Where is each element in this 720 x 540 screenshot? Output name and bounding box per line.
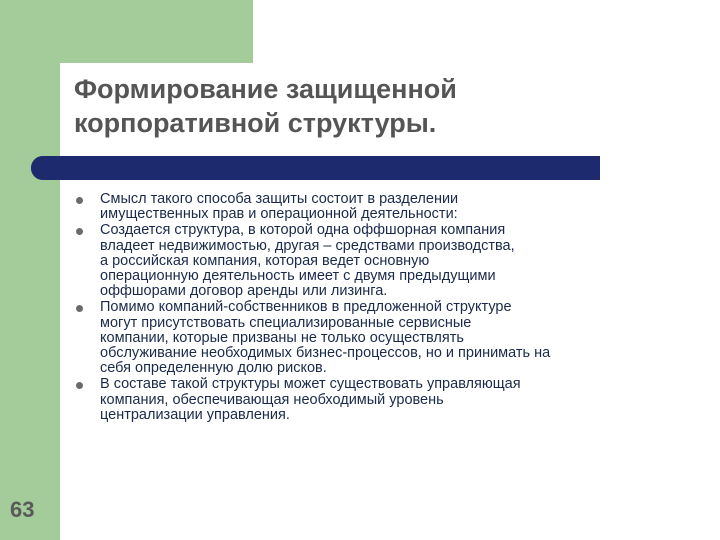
list-item	[70, 223, 670, 299]
bullet-text: Создается структура, в которой одна оффшорная компания владеет недвижимостью, другая – средствами производства, а российская компания, которая ведет основную операционную деятельность имеет с двумя предыдущими оффшорами договор аренды или лизинга.	[100, 222, 515, 300]
bullet-list	[70, 192, 670, 423]
list-item	[70, 300, 670, 376]
green-background-left	[0, 0, 60, 540]
bullet-text: В составе такой структуры может существовать управляющая компания, обеспечивающая необходимый уровень централизации управления.	[100, 376, 521, 423]
bullet-text: Смысл такого способа защиты состоит в разделении имущественных прав и операционной деятельности:	[100, 191, 459, 223]
title-divider-cap	[31, 156, 55, 180]
title-divider-bar	[31, 156, 600, 180]
slide-title: Формирование защищенной корпоративной структуры.	[74, 74, 457, 138]
bullet-icon	[76, 197, 83, 204]
slide-number: 63	[10, 497, 35, 522]
bullet-icon	[76, 382, 83, 389]
bullet-icon	[76, 305, 83, 312]
bullet-icon	[76, 228, 83, 235]
bullet-text: Помимо компаний-собственников в предложенной структуре могут присутствовать специализированные сервисные компании, которые призваны не только осуществлять обслуживание необходимых бизнес-процессов, но и принимать на себя определенную долю рисков.	[100, 299, 551, 377]
list-item	[70, 377, 670, 423]
list-item	[70, 192, 670, 222]
